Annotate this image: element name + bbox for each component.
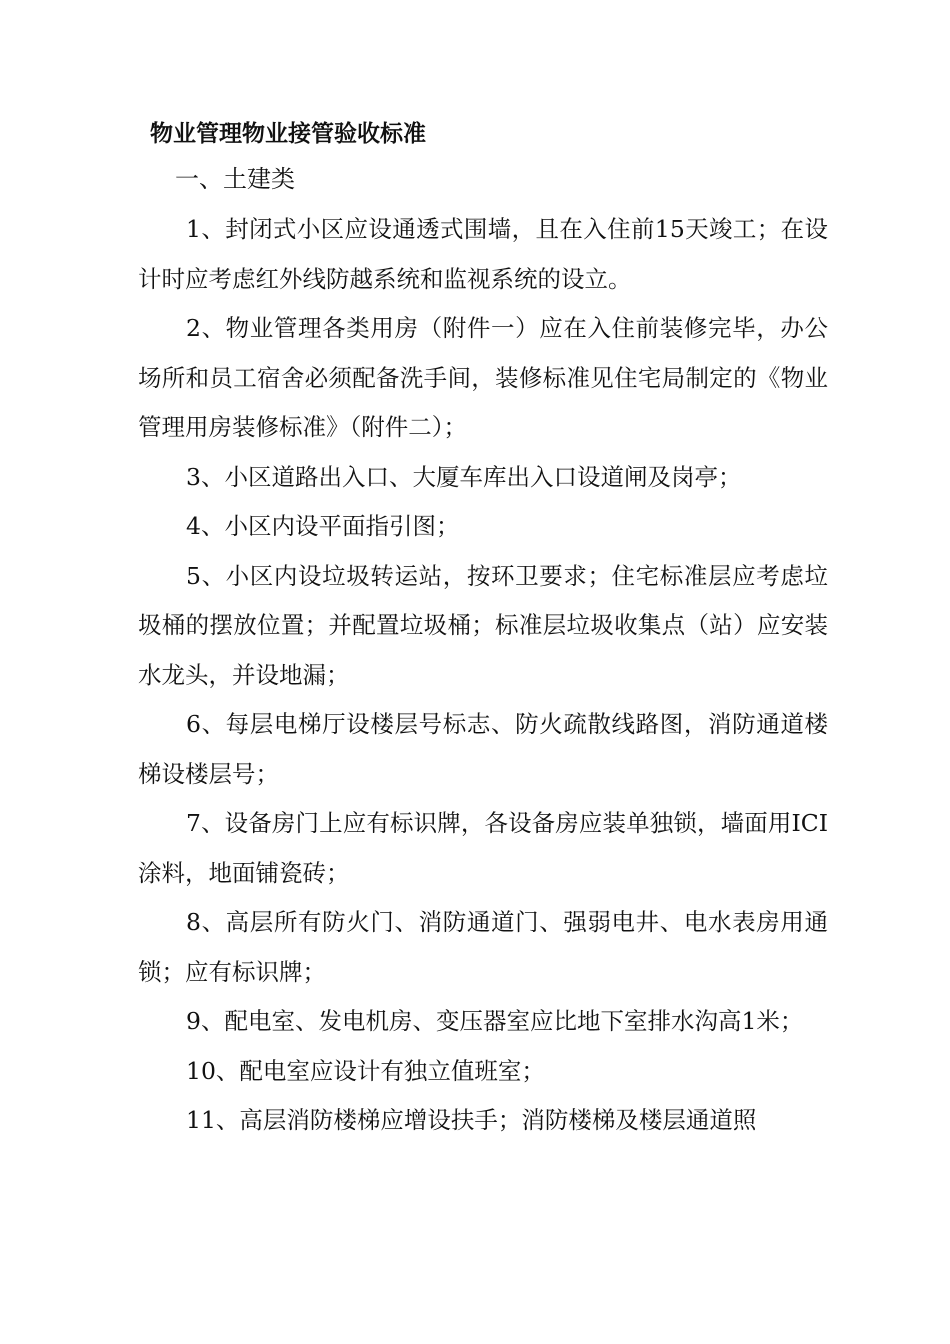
paragraph-6: 6、每层电梯厅设楼层号标志、防火疏散线路图，消防通道楼梯设楼层号； (138, 710, 828, 788)
paragraph-11: 11、高层消防楼梯应增设扶手；消防楼梯及楼层通道照 (186, 1106, 757, 1134)
document-body (138, 205, 828, 1146)
paragraph-9: 9、配电室、发电机房、变压器室应比地下室排水沟高1米； (186, 1007, 804, 1035)
paragraph-1: 1、封闭式小区应设通透式围墙，且在入住前15天竣工；在设计时应考虑红外线防越系统和监视系统的设立。 (138, 215, 828, 293)
document-title: 物业管理物业接管验收标准 (150, 121, 426, 147)
paragraph-5: 5、小区内设垃圾转运站，按环卫要求；住宅标准层应考虑垃圾桶的摆放位置；并配置垃圾桶；标准层垃圾收集点（站）应安装水龙头，并设地漏； (138, 561, 828, 689)
paragraph-2: 2、物业管理各类用房（附件一）应在入住前装修完毕，办公场所和员工宿舍必须配备洗手间，装修标准见住宅局制定的《物业管理用房装修标准》（附件二）； (138, 314, 828, 441)
section-heading: 一、土建类 (175, 165, 295, 193)
paragraph-7: 7、设备房门上应有标识牌，各设备房应装单独锁，墙面用ICI涂料，地面铺瓷砖； (138, 809, 828, 887)
paragraph-4: 4、小区内设平面指引图； (186, 512, 460, 540)
paragraph-3: 3、小区道路出入口、大厦车库出入口设道闸及岗亭； (186, 462, 742, 491)
paragraph-8: 8、高层所有防火门、消防通道门、强弱电井、电水表房用通锁；应有标识牌； (138, 908, 828, 986)
paragraph-10: 10、配电室应设计有独立值班室； (186, 1056, 545, 1085)
